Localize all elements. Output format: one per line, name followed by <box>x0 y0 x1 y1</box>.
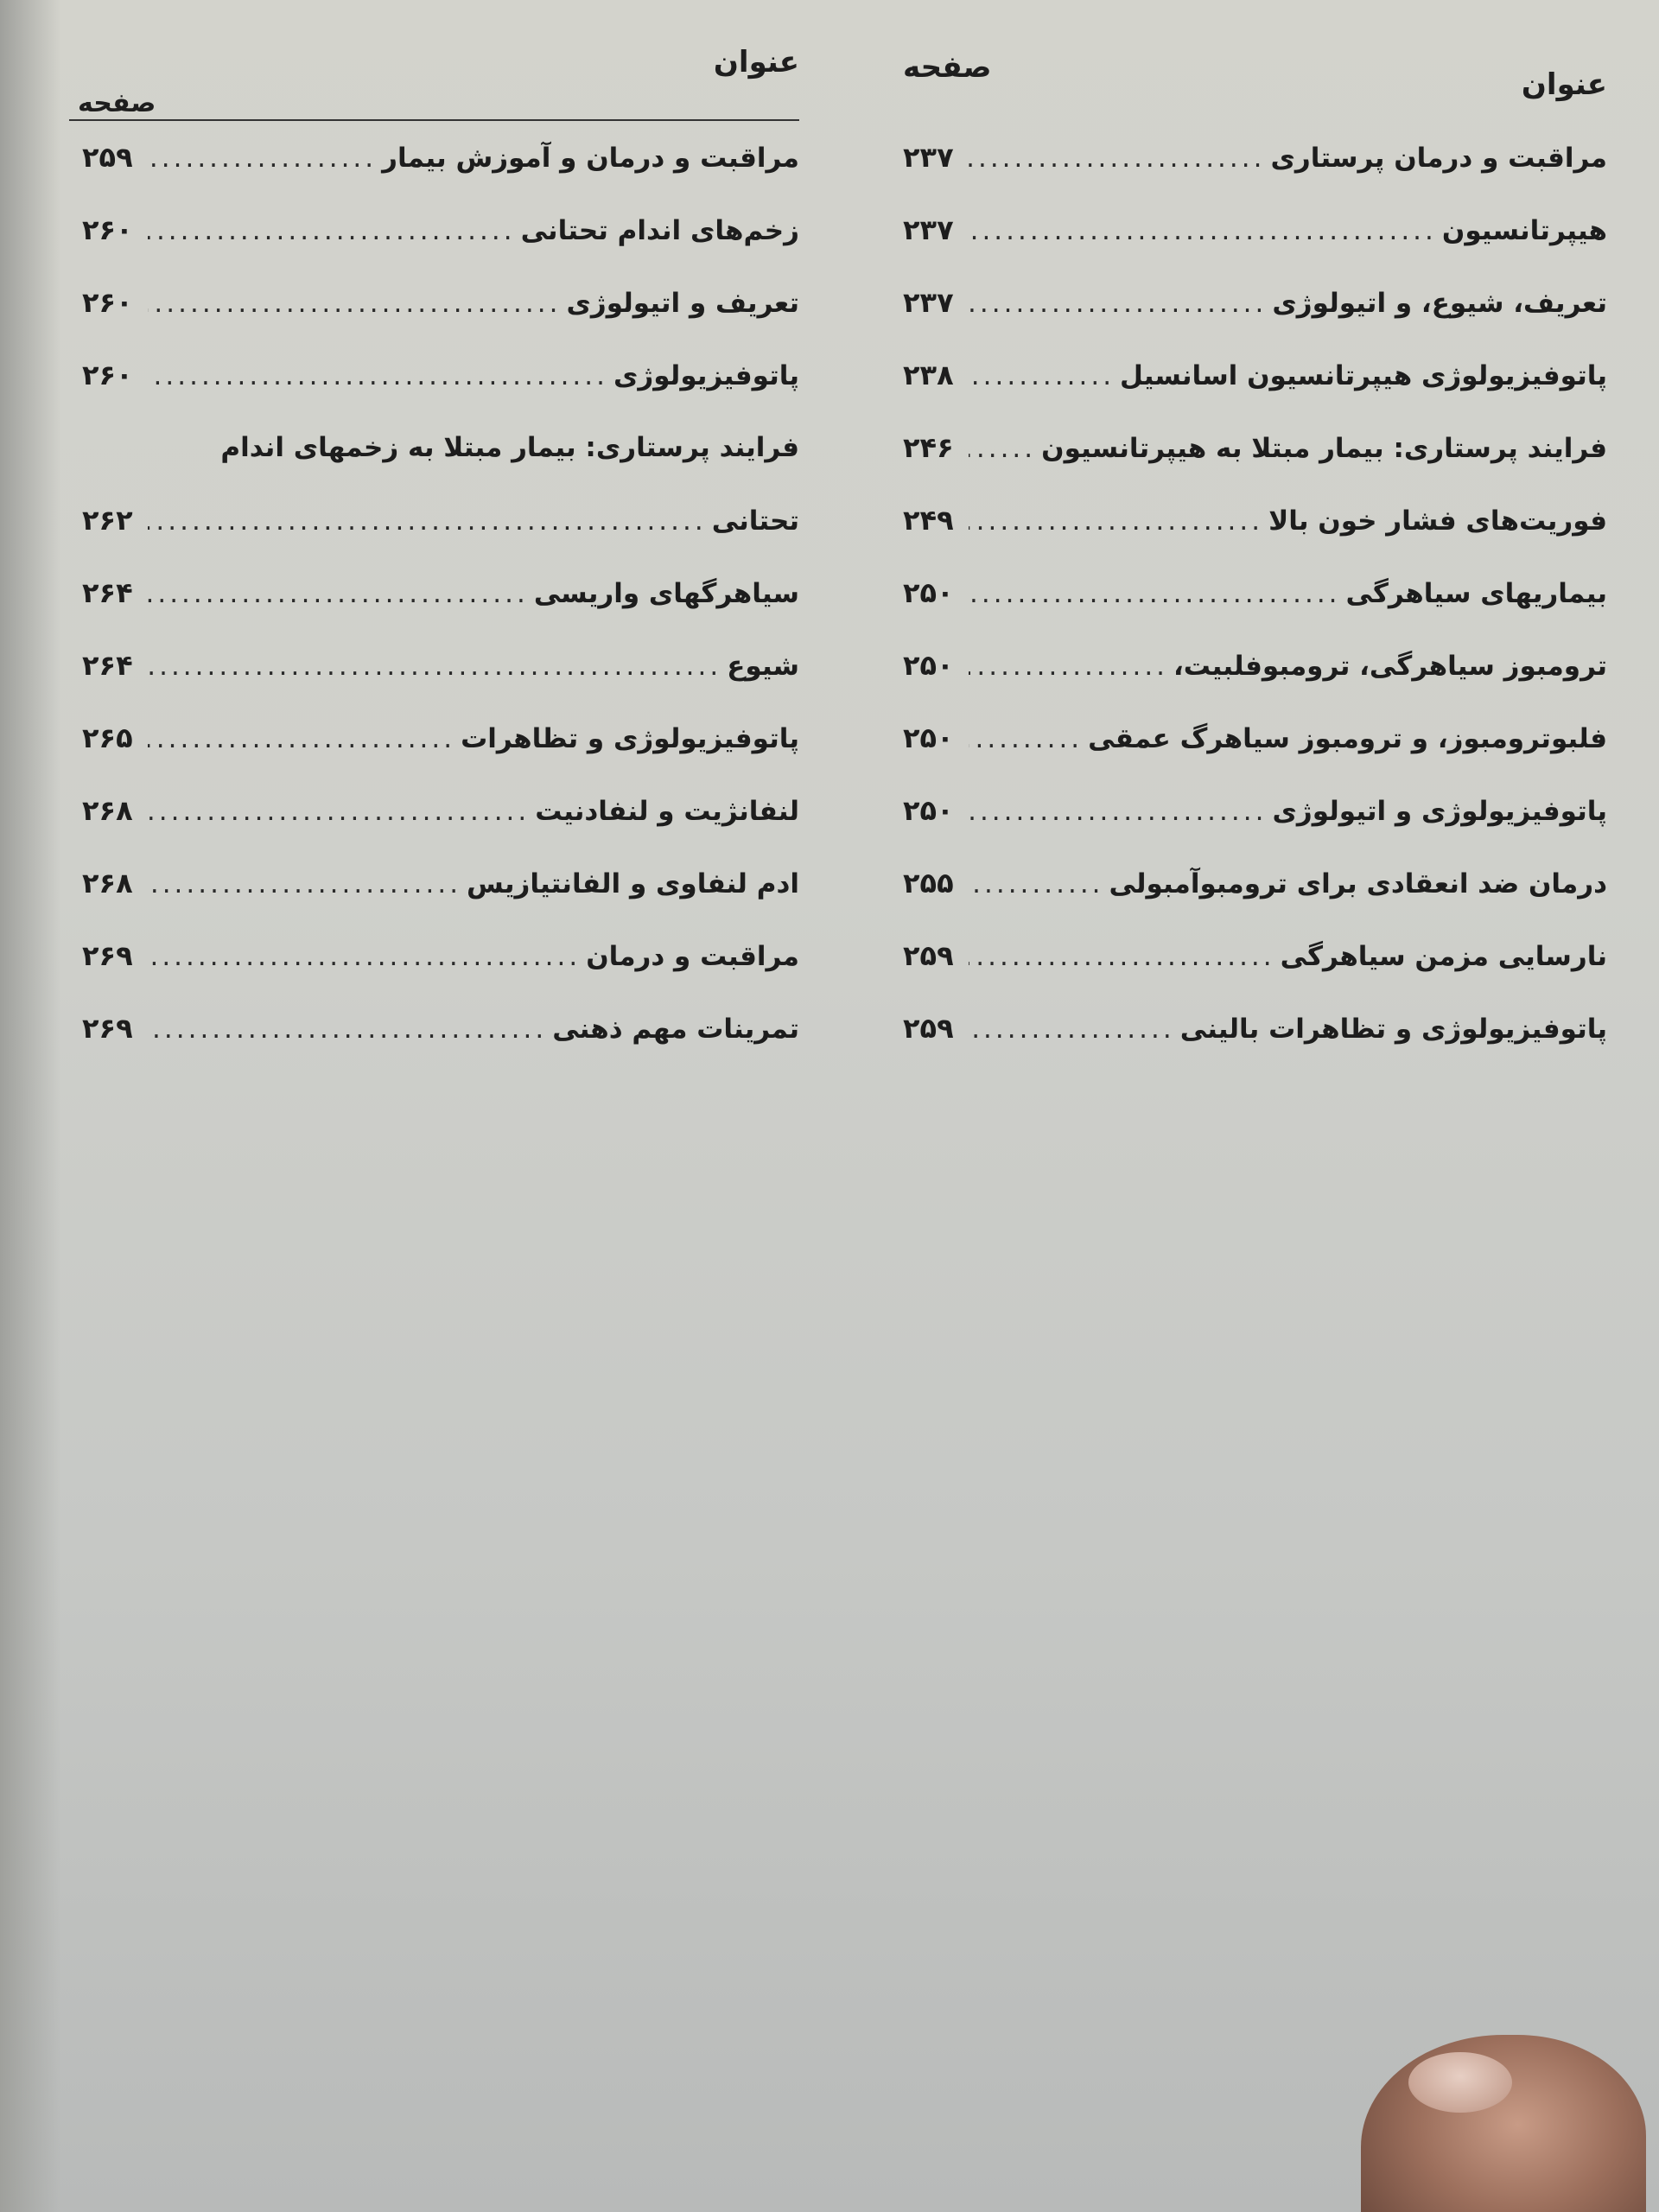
toc-entry-wrapped <box>82 411 799 556</box>
toc-entry <box>82 919 799 992</box>
toc-entry-title: مراقبت و درمان پرستاری <box>1270 143 1607 174</box>
toc-entry-page: ۲۵۹ <box>903 939 954 972</box>
finger <box>1361 2035 1646 2212</box>
toc-entry-title: سیاهرگهای واریسی <box>533 578 799 609</box>
dot-leader <box>148 920 581 993</box>
toc-entry-title: نارسایی مزمن سیاهرگی <box>1280 941 1607 972</box>
toc-entry <box>903 992 1607 1065</box>
dot-leader <box>148 122 377 194</box>
dot-leader <box>969 775 1267 848</box>
toc-entry <box>903 411 1607 484</box>
dot-leader <box>148 702 455 775</box>
dot-leader <box>969 267 1267 340</box>
header-title: عنوان <box>713 45 799 79</box>
toc-entry-title: درمان ضد انعقادی برای ترومبوآمبولی <box>1109 868 1607 899</box>
toc-entry <box>82 629 799 702</box>
toc-entry-line2 <box>82 484 799 556</box>
toc-entry-page: ۲۳۷ <box>903 141 954 174</box>
dot-leader <box>148 557 529 630</box>
toc-entry-title: پاتوفیزیولوژی هیپرتانسیون اسانسیل <box>1120 360 1607 391</box>
toc-header <box>78 35 799 121</box>
toc-entry-title: فرایند پرستاری: بیمار مبتلا به هیپرتانسیون <box>1041 433 1607 464</box>
toc-entry <box>903 702 1607 774</box>
toc-entry-title: زخم‌های اندام تحتانی <box>520 215 799 246</box>
fingernail <box>1408 2052 1512 2113</box>
toc-entry-page: ۲۳۷ <box>903 213 954 246</box>
dot-leader <box>969 702 1083 775</box>
toc-entry-page: ۲۶۵ <box>82 721 133 754</box>
toc-entry-list <box>903 121 1607 1065</box>
toc-entry <box>903 847 1607 919</box>
dot-leader <box>148 267 561 340</box>
dot-leader <box>148 848 461 920</box>
dot-leader <box>969 412 1036 485</box>
toc-entry <box>903 919 1607 992</box>
toc-entry-page: ۲۵۹ <box>82 141 133 174</box>
toc-entry-title: تعریف، شیوع، و اتیولوژی <box>1272 288 1607 319</box>
dot-leader <box>969 920 1275 993</box>
header-rule <box>69 119 799 121</box>
toc-entry <box>82 556 799 629</box>
header-title: عنوان <box>1521 67 1607 102</box>
toc-entry-page: ۲۶۰ <box>82 286 133 319</box>
header-page-label: صفحه <box>78 88 156 118</box>
toc-entry <box>903 629 1607 702</box>
dot-leader <box>148 340 608 412</box>
toc-entry <box>82 992 799 1065</box>
dot-leader <box>969 340 1115 412</box>
dot-leader <box>969 557 1341 630</box>
toc-entry-page: ۲۶۸ <box>82 794 133 827</box>
toc-entry-title: پاتوفیزیولوژی و تظاهرات <box>461 723 799 754</box>
toc-entry <box>82 194 799 266</box>
toc-entry-list <box>82 121 799 1065</box>
toc-entry-page: ۲۶۸ <box>82 867 133 899</box>
dot-leader <box>969 630 1168 702</box>
toc-entry-title: ادم لنفاوی و الفانتیازیس <box>467 868 799 899</box>
dot-leader <box>148 194 516 267</box>
toc-entry-page: ۲۶۴ <box>82 576 133 609</box>
toc-entry <box>82 266 799 339</box>
toc-entry-page: ۲۵۰ <box>903 576 954 609</box>
dot-leader <box>969 993 1175 1065</box>
toc-entry-title: تمرینات مهم ذهنی <box>552 1014 799 1045</box>
toc-entry <box>903 266 1607 339</box>
toc-entry-page: ۲۴۹ <box>903 504 954 537</box>
dot-leader <box>969 122 1265 194</box>
toc-entry-title: بیماریهای سیاهرگی <box>1345 578 1607 609</box>
toc-entry-title: لنفانژیت و لنفادنیت <box>535 796 799 827</box>
toc-entry-page: ۲۵۰ <box>903 649 954 682</box>
toc-entry <box>903 194 1607 266</box>
toc-column-left <box>78 35 799 1065</box>
toc-entry-page: ۲۵۹ <box>903 1012 954 1045</box>
toc-entry-title: مراقبت و درمان و آموزش بیمار <box>382 143 799 174</box>
dot-leader <box>148 993 547 1065</box>
toc-entry-page: ۲۵۵ <box>903 867 954 899</box>
toc-entry <box>903 774 1607 847</box>
toc-entry-title: پاتوفیزیولوژی و اتیولوژی <box>1272 796 1607 827</box>
toc-entry <box>82 121 799 194</box>
toc-entry-page: ۲۳۸ <box>903 359 954 391</box>
toc-entry <box>903 339 1607 411</box>
toc-entry <box>82 774 799 847</box>
toc-entry-title: تعریف و اتیولوژی <box>566 288 799 319</box>
toc-entry <box>82 339 799 411</box>
dot-leader <box>969 485 1263 557</box>
toc-entry-title-line2: تحتانی <box>711 505 799 537</box>
toc-entry <box>903 484 1607 556</box>
toc-entry-page: ۲۶۰ <box>82 359 133 391</box>
dot-leader <box>969 848 1104 920</box>
dot-leader <box>148 485 707 557</box>
toc-entry-page: ۲۴۶ <box>903 431 954 464</box>
toc-entry-title: مراقبت و درمان <box>586 941 799 972</box>
dot-leader <box>969 194 1437 267</box>
header-page-label: صفحه <box>903 50 992 85</box>
toc-entry-title: ترومبوز سیاهرگی، ترومبوفلبیت، <box>1173 651 1607 682</box>
toc-entry <box>82 702 799 774</box>
toc-entry-title-line1: فرایند پرستاری: بیمار مبتلا به زخمهای اندام <box>220 432 799 463</box>
toc-entry-page: ۲۶۹ <box>82 1012 133 1045</box>
toc-entry <box>903 556 1607 629</box>
toc-entry-title: شیوع <box>727 651 799 682</box>
toc-entry-page: ۲۵۰ <box>903 721 954 754</box>
toc-entry-page: ۲۵۰ <box>903 794 954 827</box>
toc-entry-page: ۲۶۰ <box>82 213 133 246</box>
toc-entry-title: فوریت‌های فشار خون بالا <box>1268 505 1607 537</box>
toc-column-right <box>903 35 1607 1065</box>
toc-entry-page: ۲۶۴ <box>82 649 133 682</box>
toc-entry-page: ۲۶۹ <box>82 939 133 972</box>
dot-leader <box>148 775 530 848</box>
toc-entry-title: پاتوفیزیولوژی و تظاهرات بالینی <box>1179 1014 1607 1045</box>
toc-entry <box>903 121 1607 194</box>
toc-header <box>903 35 1607 121</box>
toc-entry <box>82 847 799 919</box>
dot-leader <box>148 630 721 702</box>
toc-entry-title: پاتوفیزیولوژی <box>613 360 799 391</box>
toc-entry-title: فلبوترومبوز، و ترومبوز سیاهرگ عمقی <box>1088 723 1607 754</box>
toc-entry-page: ۲۶۲ <box>82 504 133 537</box>
toc-entry-page: ۲۳۷ <box>903 286 954 319</box>
toc-entry-title: هیپرتانسیون <box>1441 215 1607 246</box>
